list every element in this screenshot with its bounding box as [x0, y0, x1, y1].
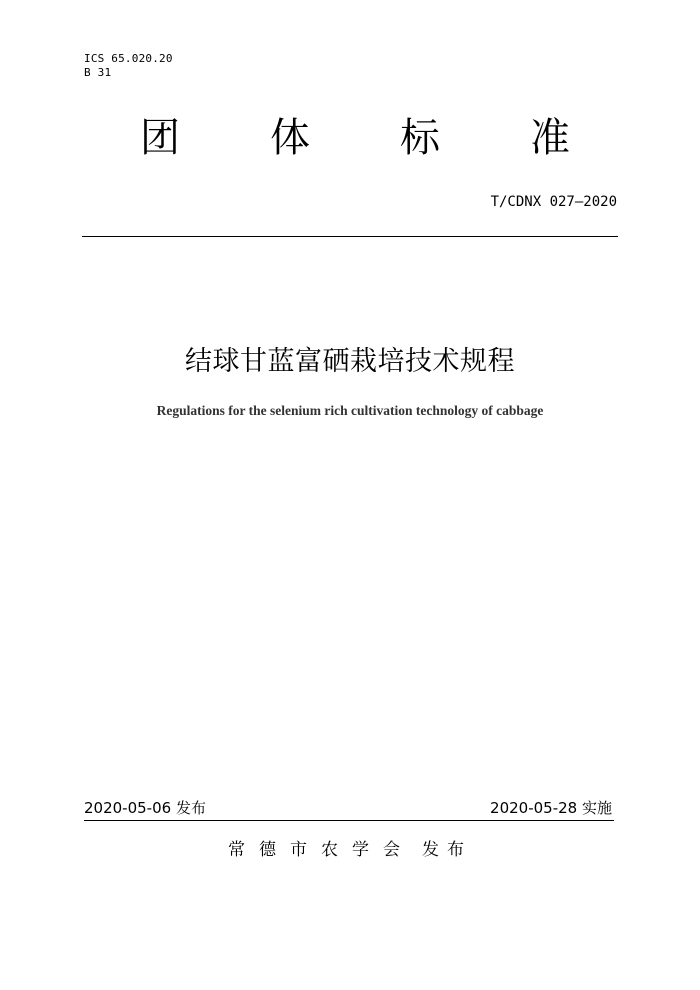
standard-type-title [140, 112, 570, 164]
document-title-en: Regulations for the selenium rich cultivation technology of cabbage [156, 403, 544, 418]
ics-code: ICS 65.020.20 [84, 52, 173, 65]
title-char: 标 [400, 115, 440, 161]
header-divider [82, 236, 618, 237]
footer-divider [84, 820, 614, 821]
document-title-cn: 结球甘蓝富硒栽培技术规程 [185, 346, 515, 377]
title-char: 体 [270, 115, 310, 161]
title-char: 团 [140, 115, 180, 161]
effective-date: 2020-05-28 实施 [490, 799, 612, 817]
publish-date: 2020-05-06 发布 [84, 799, 206, 817]
classification-codes [84, 52, 173, 80]
publisher-organization: 常德市农学会 [228, 840, 414, 860]
standard-number: T/CDNX 027—2020 [490, 194, 617, 210]
publisher-action: 发布 [422, 840, 472, 860]
ccs-code: B 31 [84, 66, 112, 79]
title-char: 准 [530, 115, 570, 161]
publisher-line [228, 839, 472, 861]
